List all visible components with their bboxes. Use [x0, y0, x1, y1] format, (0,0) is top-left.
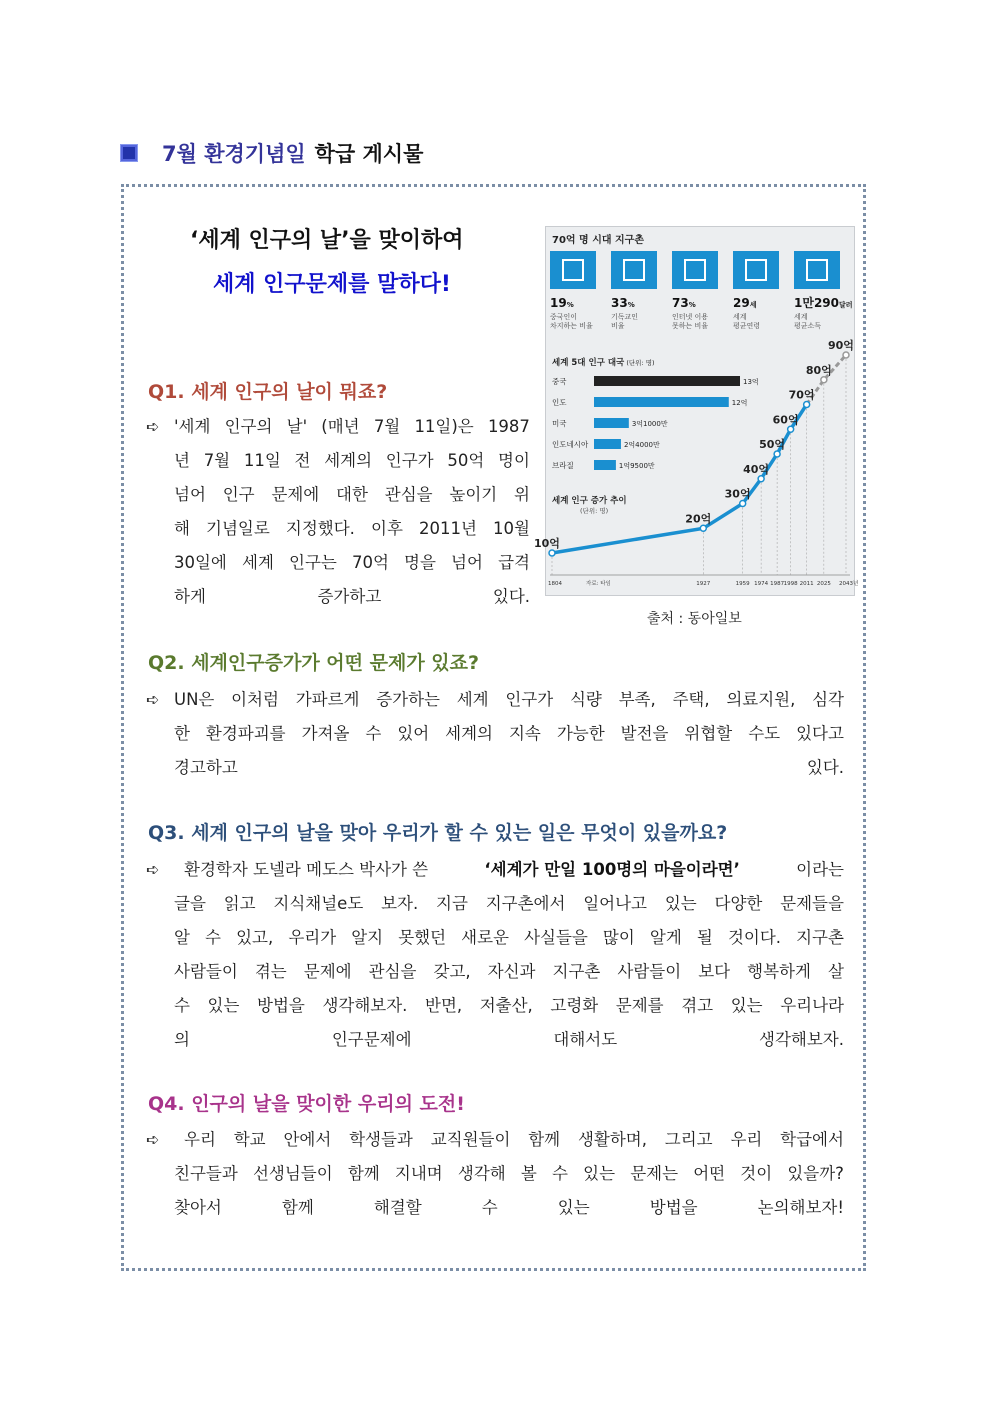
- answer-2-line: UN은 이처럼 가파르게 증가하는 세계 인구가 식량 부족, 주택, 의료지원, 심각: [174, 690, 844, 709]
- data-point: [804, 402, 810, 408]
- data-label: 20억: [685, 512, 712, 526]
- stat-label: 기독교인: [611, 313, 639, 321]
- answer-2: [174, 683, 844, 785]
- cross-icon: [611, 251, 657, 289]
- answer-3-line: 글을 읽고 지식채널e도 보자. 지금 지구촌에서 일어나고 있는 다양한 문제들을: [174, 894, 844, 913]
- x-tick-label: 1974: [754, 581, 769, 587]
- data-point: [788, 426, 794, 432]
- stat-3: [733, 251, 779, 330]
- answer-4-line: 우리 학교 안에서 학생들과 교직원들이 함께 생활하며, 그리고 우리 학급에서: [184, 1130, 844, 1149]
- stat-label: 평균소득: [794, 322, 822, 330]
- bar-value-label: 12억: [731, 399, 748, 407]
- data-label: 30억: [724, 487, 751, 501]
- answer-3-line: 사람들이 겪는 문제에 관심을 갖고, 자신과 지구촌 사람들이 보다 행복하게 살: [174, 962, 844, 981]
- answer-1: [174, 410, 530, 614]
- x-tick-label: 1804: [548, 581, 562, 587]
- stat-label: 비율: [611, 322, 625, 330]
- answer-4-line: 친구들과 선생님들이 함께 지내며 생각해 볼 수 있는 문제는 어떤 것이 있을까?: [174, 1164, 844, 1183]
- answer-3-line1-post: 이라는: [796, 860, 844, 879]
- book-title: ‘세계가 만일 100명의 마을이라면’: [484, 860, 740, 879]
- data-label: 50억: [759, 438, 786, 451]
- question-2: Q2. 세계인구증가가 어떤 문제가 있죠?: [148, 652, 480, 674]
- bar: [594, 460, 616, 470]
- stat-unit: %: [688, 301, 696, 309]
- source-caption: 출처 : 동아일보: [647, 611, 742, 627]
- data-point: [843, 352, 849, 358]
- money-icon: [794, 251, 840, 289]
- stat-value: 33%: [611, 296, 635, 310]
- stat-label: 차지하는 비율: [550, 322, 593, 330]
- arrow-icon: ➪: [146, 860, 160, 879]
- question-1: Q1. 세계 인구의 날이 뭐죠?: [148, 381, 388, 403]
- line-chart-unit: (단위: 명): [580, 507, 609, 515]
- bar-category-label: 미국: [552, 419, 567, 428]
- stat-value: 1만290달러: [794, 296, 853, 310]
- answer-1-line: 하게 증가하고 있다.: [174, 587, 530, 606]
- stat-unit: 달러: [839, 301, 853, 309]
- bar-category-label: 인도: [552, 398, 567, 407]
- page-header: [120, 138, 423, 168]
- bar-chart-unit: (단위: 명): [624, 359, 655, 367]
- stat-label: 평균연령: [733, 322, 761, 330]
- answer-2-line: 경고하고 있다.: [174, 758, 844, 777]
- x-tick-label: 1987: [770, 581, 785, 587]
- question-4: Q4. 인구의 날을 맞이한 우리의 도전!: [148, 1093, 465, 1115]
- stat-value: 29세: [733, 296, 757, 310]
- data-label: 70억: [788, 388, 815, 402]
- x-tick-label: 2043년: [839, 581, 859, 587]
- bar: [594, 376, 740, 386]
- infographic-title: 70억 명 시대 지구촌: [552, 235, 644, 246]
- answer-4-line: 찾아서 함께 해결할 수 있는 방법을 논의해보자!: [174, 1198, 844, 1217]
- data-point: [700, 525, 706, 531]
- main-title-line2: 세계 인구문제를 말하다!: [213, 272, 451, 297]
- data-label: 80억: [805, 363, 832, 377]
- stat-value: 73%: [672, 296, 696, 310]
- answer-1-line: 넘어 인구 문제에 대한 관심을 높이기 위: [174, 485, 530, 504]
- stat-label: 세계: [794, 313, 808, 321]
- x-tick-label: 1927: [696, 581, 711, 587]
- answer-1-line: 년 7월 11일 전 세계의 인구가 50억 명이: [174, 451, 530, 470]
- square-bullet-icon: [120, 144, 138, 162]
- x-tick-label: 1959: [735, 581, 750, 587]
- stat-value: 19%: [550, 296, 574, 310]
- answer-1-line: 해 기념일로 지정했다. 이후 2011년 10월: [174, 519, 530, 538]
- answer-3-line: 의 인구문제에 대해서도 생각해보자.: [174, 1030, 844, 1049]
- stat-4: [794, 251, 853, 330]
- stat-unit: %: [627, 301, 635, 309]
- arrow-icon: ➪: [146, 417, 160, 436]
- bar-chart-title: 세계 5대 인구 대국 (단위: 명): [552, 358, 655, 368]
- stat-label: 중국인이: [550, 313, 578, 321]
- bar-category-label: 브라질: [552, 461, 574, 470]
- stat-0: [550, 251, 596, 330]
- data-label: 10억: [534, 537, 560, 550]
- answer-3-line1-pre: 환경학자 도넬라 메도스 박사가 쓴: [184, 860, 429, 879]
- answer-3-line: 알 수 있고, 우리가 알지 못했던 새로운 사실들을 많이 알게 될 것이다. 지구촌: [174, 928, 844, 947]
- header-title-part1: 7월 환경기념일: [162, 142, 306, 166]
- answer-1-line: '세계 인구의 날' (매년 7월 11일)은 1987: [174, 417, 530, 436]
- x-tick-label: 2025: [816, 581, 831, 587]
- data-point: [821, 377, 827, 383]
- data-label: 90억: [828, 339, 854, 352]
- data-point: [774, 451, 780, 457]
- bar-category-label: 인도네시아: [552, 440, 589, 449]
- x-tick-label: 2011: [799, 581, 814, 587]
- question-3: Q3. 세계 인구의 날을 맞아 우리가 할 수 있는 일은 무엇이 있을까요?: [148, 822, 728, 844]
- chart-source-note: 자료: 타임: [586, 581, 611, 587]
- stat-unit: %: [566, 301, 574, 309]
- stat-unit: 세: [749, 301, 757, 309]
- answer-4: [174, 1123, 844, 1225]
- line-chart-title: 세계 인구 증가 추이: [552, 496, 627, 506]
- arrow-icon: ➪: [146, 1130, 160, 1149]
- bar-category-label: 중국: [552, 377, 567, 386]
- bar-value-label: 1억9500만: [618, 462, 655, 470]
- answer-1-line: 30일에 세계 인구는 70억 명을 넘어 급격: [174, 553, 530, 572]
- population-line: [552, 405, 807, 554]
- data-point: [740, 501, 746, 507]
- bar-value-label: 2억4000만: [623, 441, 660, 449]
- arrow-icon: ➪: [146, 690, 160, 709]
- stat-2: [672, 251, 718, 330]
- stat-group: [550, 251, 853, 330]
- answer-2-line: 한 환경파괴를 가져올 수 있어 세계의 지속 가능한 발전을 위협할 수도 있다고: [174, 724, 844, 743]
- answer-3: [174, 853, 844, 1057]
- bar: [594, 418, 629, 428]
- mail-icon: [672, 251, 718, 289]
- stat-label: 세계: [733, 313, 747, 321]
- stat-1: [611, 251, 657, 330]
- bar: [594, 397, 729, 407]
- data-label: 40억: [743, 462, 770, 476]
- answer-3-line: [174, 853, 844, 887]
- answer-3-line: 수 있는 방법을 생각해보자. 반면, 저출산, 고령화 문제를 겪고 있는 우리나라: [174, 996, 844, 1015]
- data-point: [758, 476, 764, 482]
- bar-chart: [552, 357, 759, 470]
- infographic-svg: [534, 227, 859, 595]
- population-infographic: [534, 226, 859, 596]
- x-tick-label: 1998: [783, 581, 798, 587]
- china-map-icon: [550, 251, 596, 289]
- line-chart: [534, 338, 858, 587]
- stat-label: 인터넷 이용: [672, 313, 709, 321]
- data-point: [549, 550, 555, 556]
- data-label: 60억: [772, 413, 799, 427]
- cake-icon: [733, 251, 779, 289]
- bar-value-label: 3억1000만: [631, 420, 668, 428]
- bar-value-label: 13억: [743, 378, 759, 386]
- main-title-line1: ‘세계 인구의 날’을 맞이하여: [190, 228, 464, 253]
- stat-label: 못하는 비율: [672, 322, 709, 330]
- header-title-part2: 학급 게시물: [314, 142, 424, 166]
- bar: [594, 439, 621, 449]
